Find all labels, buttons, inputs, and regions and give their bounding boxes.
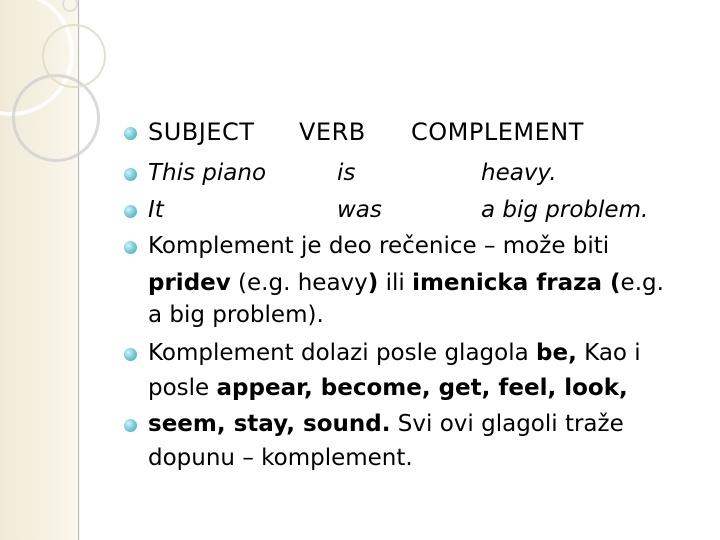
bold-term: be, xyxy=(536,340,577,366)
plain-text: ili xyxy=(378,270,413,296)
verb-heading: VERB xyxy=(299,118,366,146)
plain-text: posle xyxy=(148,375,217,401)
plain-text: (e.g. heavy xyxy=(230,270,368,296)
example-verb: is xyxy=(337,160,356,186)
complement-heading: COMPLEMENT xyxy=(411,118,584,146)
bullet-dot-icon xyxy=(124,241,137,254)
example-subject: It xyxy=(148,197,164,223)
bold-term: imenicka fraza ( xyxy=(412,270,621,296)
example-complement: heavy. xyxy=(481,160,557,186)
example-verb: was xyxy=(337,197,382,223)
bullet-dot-icon xyxy=(124,127,137,140)
plain-text: dopunu – komplement. xyxy=(148,445,413,471)
bullet-dot-icon xyxy=(124,168,137,181)
plain-text: Kao i xyxy=(576,340,641,366)
bold-term: appear, become, get, feel, look, xyxy=(216,375,628,401)
plain-text: a big problem). xyxy=(148,302,324,328)
example-complement: a big problem. xyxy=(481,197,649,223)
plain-text: Komplement dolazi posle glagola xyxy=(148,340,537,366)
bullet-dot-icon xyxy=(124,205,137,218)
bullet-dot-icon xyxy=(124,348,137,361)
plain-text: Svi ovi glagoli traže xyxy=(390,411,624,437)
subject-heading: SUBJECT xyxy=(148,118,255,146)
bold-term: ) xyxy=(367,270,379,296)
example-subject: This piano xyxy=(148,160,267,186)
bullet-dot-icon xyxy=(124,419,137,432)
bold-term: pridev xyxy=(148,270,231,296)
plain-text: e.g. xyxy=(620,270,664,296)
bold-term: seem, stay, sound. xyxy=(148,411,391,437)
definition-line-1: Komplement je deo rečenice – može biti xyxy=(148,233,610,259)
